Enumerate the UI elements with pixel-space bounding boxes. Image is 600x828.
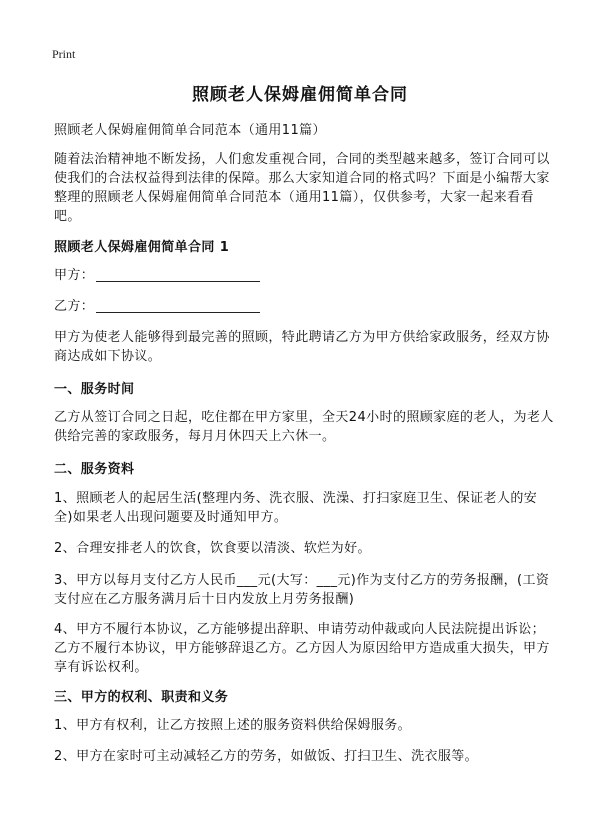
section2-item: 2、合理安排老人的饮食，饮食要以清淡、软烂为好。 — [54, 541, 371, 556]
party-a-field — [54, 266, 554, 285]
section3-heading: 三、甲方的权利、职责和义务 — [54, 690, 229, 705]
subtitle: 照顾老人保姆雇佣简单合同范本（通用11篇） — [54, 123, 326, 138]
print-link[interactable]: Print — [52, 47, 76, 61]
section2-item: 1、照顾老人的起居生活(整理内务、洗衣服、洗澡、打扫家庭卫生、保证老人的安全)如果老人出现问题要及时通知甲方。 — [54, 491, 538, 525]
section2-item: 3、甲方以每月支付乙方人民币___元(大写：___元)作为支付乙方的劳务报酬，(工资支付应在乙方服务满月后十日内发放上月劳务报酬) — [54, 573, 550, 607]
party-a-blank-line — [96, 267, 260, 282]
preamble-paragraph: 甲方为使老人能够得到最完善的照顾，特此聘请乙方为甲方供给家政服务，经双方协商达成如下协议。 — [54, 330, 550, 364]
party-b-blank-line — [96, 298, 260, 313]
section1-text: 乙方从签订合同之日起，吃住都在甲方家里，全天24小时的照顾家庭的老人，为老人供给完善的家政服务，每月月休四天上六休一。 — [54, 410, 554, 444]
page-title: 照顾老人保姆雇佣简单合同 — [192, 85, 408, 105]
section2-heading: 二、服务资料 — [54, 462, 135, 477]
party-a-label: 甲方： — [54, 268, 95, 283]
party-b-field — [54, 297, 554, 316]
section3-item: 1、甲方有权利，让乙方按照上述的服务资料供给保姆服务。 — [54, 718, 412, 733]
section3-item: 2、甲方在家时可主动减轻乙方的劳务，如做饭、打扫卫生、洗衣服等。 — [54, 749, 479, 764]
section2-item: 4、甲方不履行本协议，乙方能够提出辞职、申请劳动仲裁或向人民法院提出诉讼；乙方不履行本协议，甲方能够辞退乙方。乙方因人为原因给甲方造成重大损失，甲方享有诉讼权利。 — [54, 622, 550, 675]
party-b-label: 乙方： — [54, 299, 95, 314]
section1-heading: 一、服务时间 — [54, 382, 135, 397]
intro-paragraph: 随着法治精神地不断发扬，人们愈发重视合同，合同的类型越来越多，签订合同可以使我们的合法权益得到法律的保障。那么大家知道合同的格式吗？下面是小编帮大家整理的照顾老人保姆雇佣简单合同范本（通用11篇），仅供参考，大家一起来看看吧。 — [54, 152, 550, 224]
contract-heading: 照顾老人保姆雇佣简单合同 1 — [54, 240, 230, 255]
